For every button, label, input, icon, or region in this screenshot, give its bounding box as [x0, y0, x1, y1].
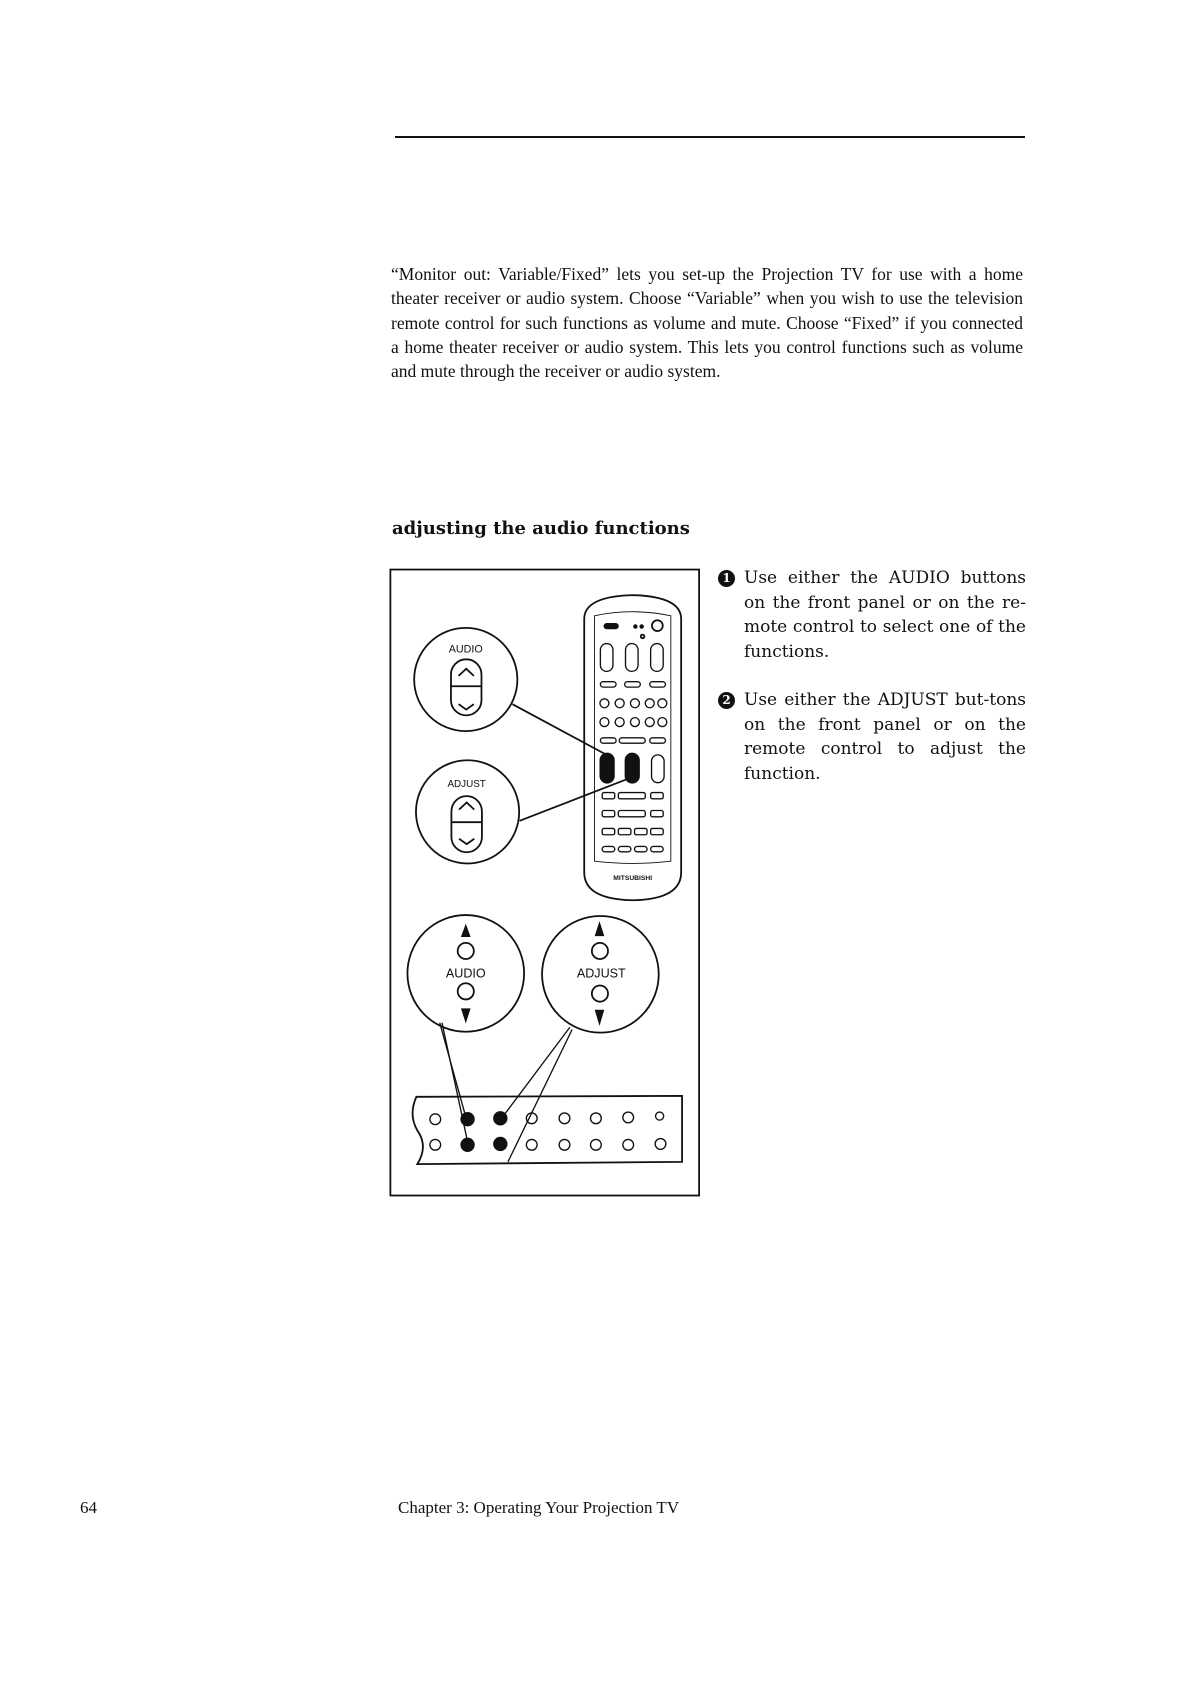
remote-adjust-label: ADJUST: [447, 779, 486, 791]
remote-control-illustration: [584, 595, 681, 900]
page-number: 64: [80, 1498, 97, 1517]
step-number-badge: 1: [718, 570, 735, 587]
section-heading: adjusting the audio functions: [392, 518, 690, 539]
remote-audio-label: AUDIO: [448, 643, 483, 656]
diagram-frame: [390, 570, 699, 1196]
panel-adjust-label: ADJUST: [576, 966, 626, 981]
step-text: Use either the AUDIO buttons on the front panel or on the re-mote control to select one of the functions.: [744, 568, 1026, 662]
step-number-badge: 2: [718, 692, 735, 709]
step-text: Use either the ADJUST but-tons on the front panel or on the remote control to adjust the function.: [744, 690, 1026, 784]
remote-brand-logo: MITSUBISHI: [613, 875, 653, 883]
front-panel-illustration: [413, 1023, 682, 1164]
header-rule: [395, 136, 1025, 138]
remote-adjust-button-callout: [416, 760, 519, 863]
panel-adjust-buttons-callout: [542, 916, 659, 1033]
chapter-footer: Chapter 3: Operating Your Projection TV: [398, 1498, 680, 1517]
remote-audio-button-callout: [414, 628, 517, 731]
body-paragraph: “Monitor out: Variable/Fixed” lets you set-up the Projection TV for use with a home theater receiver or audio system. Choose “Variable” when you wish to use the television remote control for such functions as volume and mute. Choose “Fixed” if you connected a home theater receiver or audio system. This lets you control functions such as volume and mute through the receiver or audio system.: [391, 264, 1023, 382]
audio-controls-diagram: [350, 500, 1050, 1200]
panel-audio-buttons-callout: [407, 915, 524, 1032]
panel-audio-label: AUDIO: [445, 966, 486, 981]
